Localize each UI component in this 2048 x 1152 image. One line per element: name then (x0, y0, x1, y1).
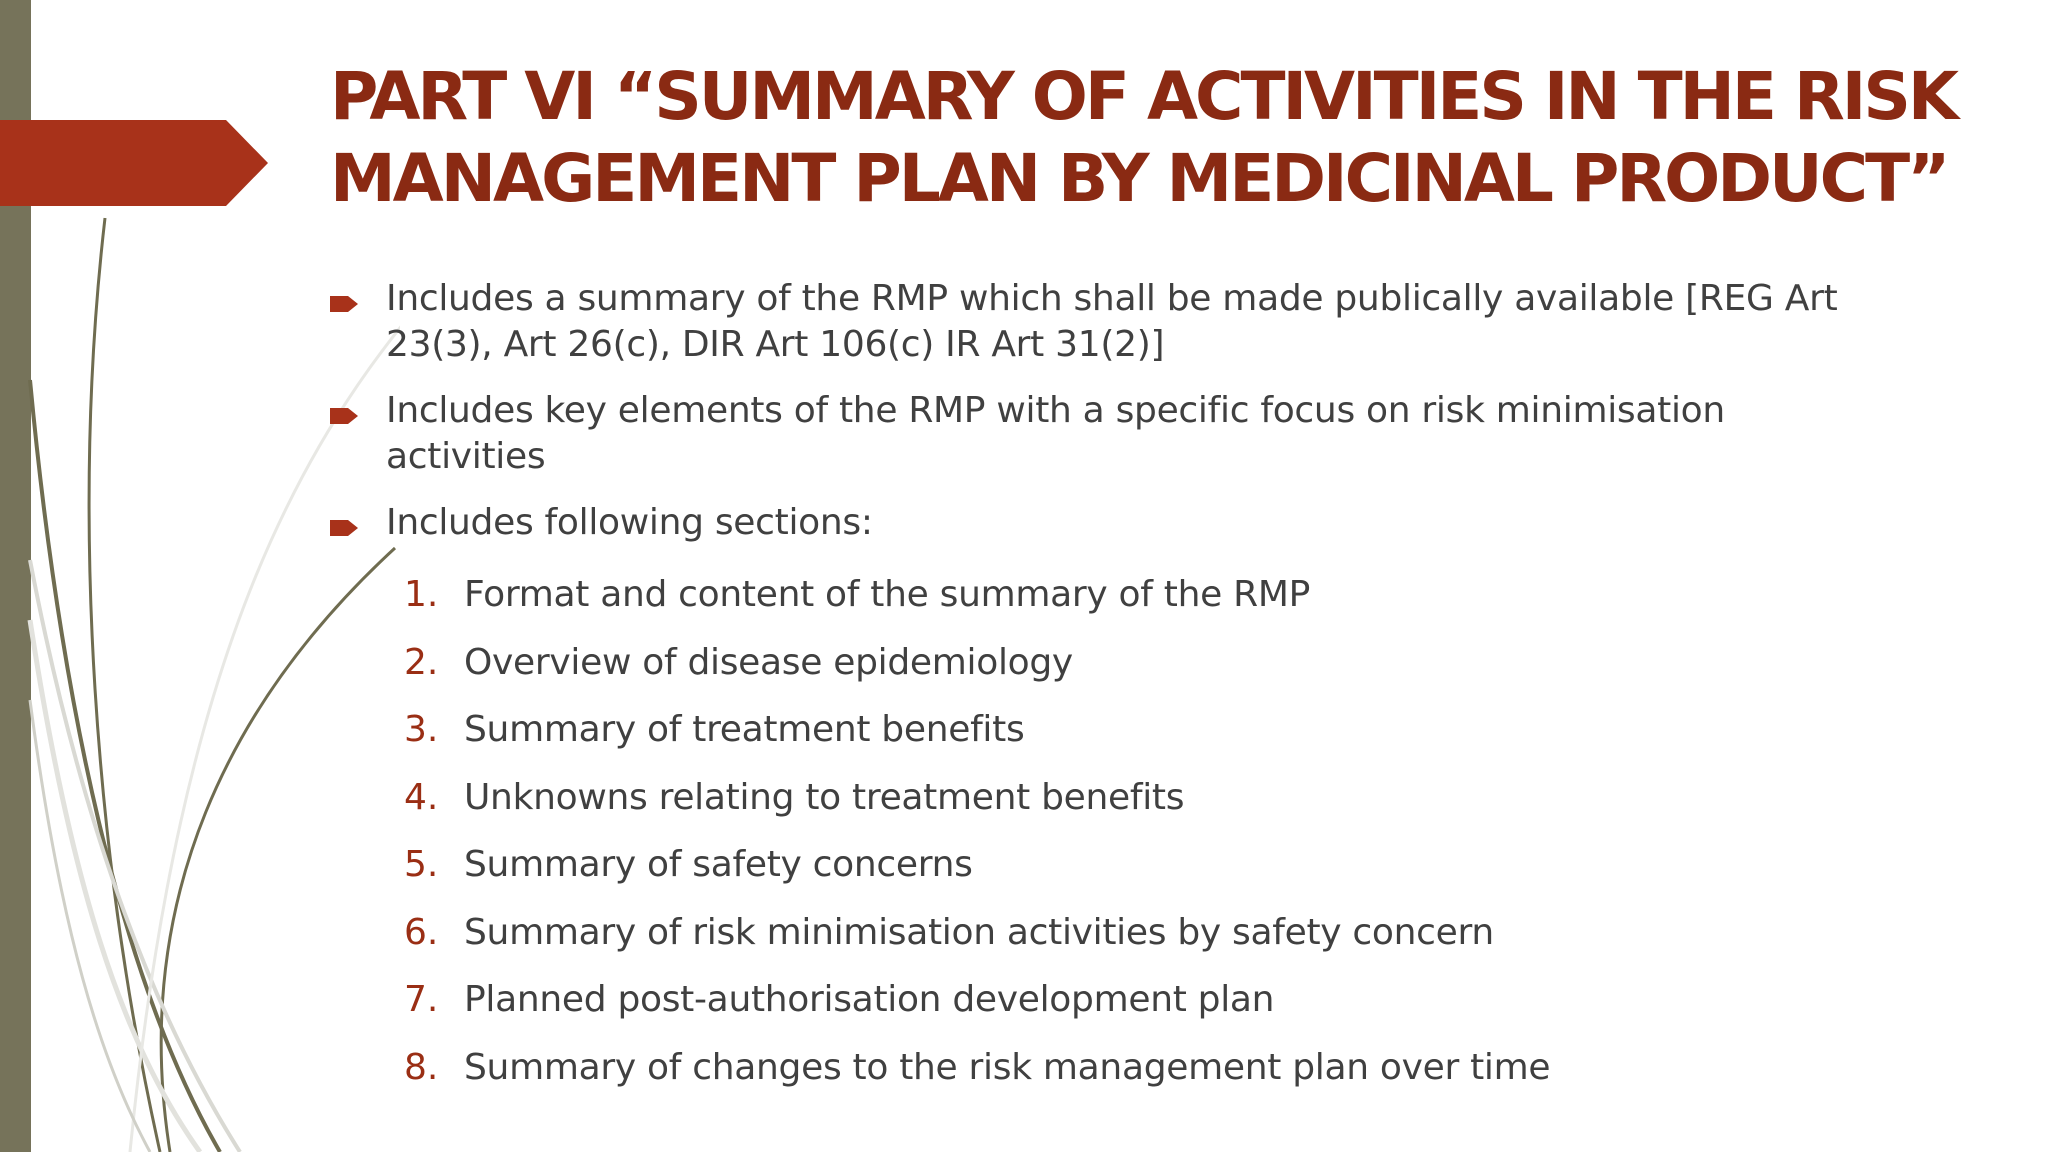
list-number: 1. (404, 574, 439, 615)
bullet-line: 23(3), Art 26(c), DIR Art 106(c) IR Art 31(2)] (386, 324, 1165, 365)
title-arrow-shape (0, 120, 268, 206)
bullet-text (386, 388, 1810, 480)
list-text: Unknowns relating to treatment benefits (464, 776, 1185, 818)
bullet-text (386, 500, 1810, 546)
list-text: Summary of risk minimisation activities by safety concern (464, 911, 1494, 953)
list-number: 3. (404, 709, 439, 750)
bullet-item (330, 500, 1810, 546)
list-text: Summary of treatment benefits (464, 709, 1025, 750)
list-number: 7. (404, 979, 439, 1020)
right-arrow-bullet-icon (330, 294, 360, 314)
bullet-line: Includes key elements of the RMP with a specific focus on risk minimisation (386, 390, 1725, 431)
list-item (404, 910, 1550, 978)
list-item (404, 572, 1550, 640)
sections-list (404, 572, 1550, 1112)
bullet-list (330, 276, 1838, 566)
right-arrow-bullet-icon (330, 406, 360, 426)
bullet-line: Includes a summary of the RMP which shall be made publically available [REG Art (386, 278, 1838, 319)
list-text: Format and content of the summary of the RMP (464, 574, 1310, 615)
list-item (404, 977, 1550, 1045)
bullet-text (386, 276, 1838, 368)
list-number: 5. (404, 844, 439, 885)
bullet-line: Includes following sections: (386, 502, 873, 543)
list-item (404, 775, 1550, 843)
list-number: 6. (404, 911, 439, 953)
list-text: Planned post-authorisation development plan (464, 979, 1275, 1020)
list-number: 4. (404, 776, 439, 818)
list-item (404, 1045, 1550, 1113)
list-number: 8. (404, 1046, 439, 1088)
list-item (404, 640, 1550, 708)
list-item (404, 707, 1550, 775)
list-item (404, 842, 1550, 910)
bullet-line: activities (386, 436, 546, 477)
bullet-item (330, 388, 1810, 480)
list-text: Summary of safety concerns (464, 844, 973, 885)
right-arrow-bullet-icon (330, 518, 360, 538)
list-number: 2. (404, 641, 439, 683)
bullet-item (330, 276, 1838, 368)
title-line-1: PART VI “SUMMARY OF ACTIVITIES IN THE RISK (330, 58, 1956, 135)
list-text: Summary of changes to the risk management plan over time (464, 1046, 1551, 1088)
list-text: Overview of disease epidemiology (464, 641, 1073, 683)
title-line-2: MANAGEMENT PLAN BY MEDICINAL PRODUCT” (330, 140, 1948, 217)
slide-title (330, 56, 1956, 220)
